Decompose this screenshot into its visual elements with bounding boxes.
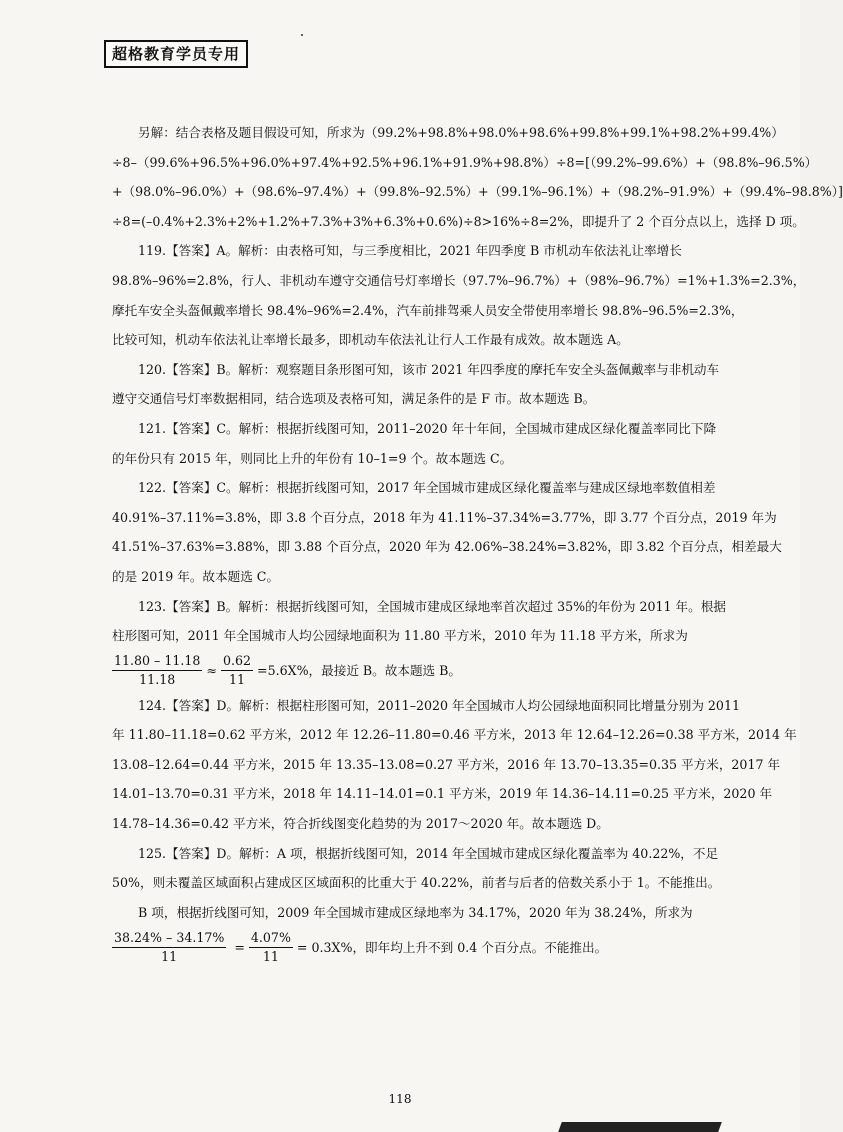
- fraction-equation: [112, 929, 736, 965]
- text-line: 123.【答案】B。解析：根据折线图可知，全国城市建成区绿地率首次超过 35%的年份为 2011 年。根据: [138, 598, 726, 614]
- fraction-bar: [249, 947, 293, 948]
- text-line: B 项，根据折线图可知，2009 年全国城市建成区绿地率为 34.17%，2020 年为 38.24%，所求为: [138, 904, 693, 920]
- alt-solution-paragraph: [112, 118, 843, 236]
- equals-sign: =: [234, 939, 245, 955]
- header-stamp: 超格教育学员专用: [104, 40, 248, 68]
- equation-tail: = 0.3X%，即年均上升不到 0.4 个百分点。不能推出。: [296, 939, 608, 955]
- answer-121: [112, 414, 736, 473]
- scan-edge-mark: [558, 1122, 722, 1132]
- text-line: 比较可知，机动车依法礼让率增长最多，即机动车依法礼让行人工作最有成效。故本题选 A。: [112, 332, 629, 348]
- text-line: 13.08–12.64=0.44 平方米，2015 年 13.35–13.08=0.27 平方米，2016 年 13.70–13.35=0.35 平方米，2017 年: [112, 756, 781, 772]
- fraction: [112, 930, 226, 965]
- text-line: 年 11.80–11.18=0.62 平方米，2012 年 12.26–11.80=0.46 平方米，2013 年 12.64–12.26=0.38 平方米，2014 年: [112, 727, 797, 743]
- fraction-bar: [221, 670, 253, 671]
- answer-123: [112, 592, 736, 689]
- answer-119: [112, 236, 806, 354]
- page-number: 118: [388, 1092, 412, 1106]
- fraction-equation: [112, 653, 736, 689]
- text-line: 摩托车安全头盔佩戴率增长 98.4%–96%=2.4%，汽车前排驾乘人员安全带使用率增长 98.8%–96.5%=2.3%，: [112, 302, 744, 318]
- answer-content: [112, 118, 843, 967]
- text-line: 的是 2019 年。故本题选 C。: [112, 568, 280, 584]
- text-line: 柱形图可知，2011 年全国城市人均公园绿地面积为 11.80 平方米，2010 年为 11.18 平方米，所求为: [112, 628, 688, 644]
- fraction-denominator: 11: [228, 672, 246, 688]
- text-line: 119.【答案】A。解析：由表格可知，与三季度相比，2021 年四季度 B 市机动车依法礼让率增长: [138, 243, 682, 259]
- fraction: [112, 653, 202, 688]
- text-line: 14.01–13.70=0.31 平方米，2018 年 14.11–14.01=0.1 平方米，2019 年 14.36–14.11=0.25 平方米，2020 年: [112, 786, 773, 802]
- text-line: 125.【答案】D。解析：A 项，根据折线图可知，2014 年全国城市建成区绿化覆盖率为 40.22%，不足: [138, 845, 719, 861]
- text-line: ÷8=(–0.4%+2.3%+2%+1.2%+7.3%+3%+6.3%+0.6%)÷8>16%÷8=2%，即提升了 2 个百分点以上，选择 D 项。: [112, 213, 805, 229]
- text-line: 124.【答案】D。解析：根据柱形图可知，2011–2020 年全国城市人均公园绿地面积同比增量分别为 2011: [138, 697, 740, 713]
- fraction-denominator: 11: [161, 948, 178, 964]
- equation-tail: =5.6X%，最接近 B。故本题选 B。: [257, 662, 461, 678]
- text-line: 14.78–14.36=0.42 平方米，符合折线图变化趋势的为 2017～2020 年。故本题选 D。: [112, 816, 609, 832]
- fraction-denominator: 11.18: [139, 672, 176, 688]
- fraction-numerator: 11.80 – 11.18: [114, 653, 201, 669]
- answer-124: [112, 691, 797, 839]
- fraction-numerator: 0.62: [222, 653, 252, 669]
- text-line: 122.【答案】C。解析：根据折线图可知，2017 年全国城市建成区绿化覆盖率与建成区绿地率数值相差: [138, 480, 716, 496]
- text-line: 遵守交通信号灯率数据相同，结合选项及表格可知，满足条件的是 F 市。故本题选 B。: [112, 391, 596, 407]
- text-line: 40.91%–37.11%=3.8%，即 3.8 个百分点，2018 年为 41.11%–37.34%=3.77%，即 3.77 个百分点，2019 年为: [112, 509, 777, 525]
- text-line: 41.51%–37.63%=3.88%，即 3.88 个百分点，2020 年为 42.06%–38.24%=3.82%，即 3.82 个百分点，相差最大: [112, 539, 782, 555]
- fraction-numerator: 4.07%: [250, 929, 291, 945]
- text-line: +（98.0%–96.0%）+（98.6%–97.4%）+（99.8%–92.5%）+（99.1%–96.1%）+（98.2%–91.9%）+（99.4%–98.8%）]: [112, 184, 843, 200]
- fraction-denominator: 11: [262, 948, 279, 964]
- fraction-bar: [112, 947, 226, 948]
- fraction-numerator: 38.24% – 34.17%: [114, 929, 225, 945]
- answer-120: [112, 355, 736, 414]
- text-line: 50%，则未覆盖区域面积占建成区区域面积的比重大于 40.22%，前者与后者的倍数关系小于 1。不能推出。: [112, 875, 721, 891]
- fraction: [249, 930, 293, 965]
- answer-122: [112, 473, 782, 591]
- fraction-bar: [112, 670, 202, 671]
- approx-sign: ≈: [206, 662, 217, 678]
- scan-speck: [301, 34, 303, 36]
- answer-125: [112, 839, 736, 966]
- text-line: ÷8–（99.6%+96.5%+96.0%+97.4%+92.5%+96.1%+91.9%+98.8%）÷8=[（99.2%–99.6%）+（98.8%–96.5%）: [112, 154, 818, 170]
- text-line: 98.8%–96%=2.8%，行人、非机动车遵守交通信号灯率增长（97.7%–96.7%）+（98%–96.7%）=1%+1.3%=2.3%，: [112, 272, 806, 288]
- text-line: 120.【答案】B。解析：观察题目条形图可知，该市 2021 年四季度的摩托车安全头盔佩戴率与非机动车: [138, 361, 720, 377]
- text-line: 121.【答案】C。解析：根据折线图可知，2011–2020 年十年间，全国城市建成区绿化覆盖率同比下降: [138, 420, 717, 436]
- fraction: [221, 653, 253, 688]
- text-line: 另解：结合表格及题目假设可知，所求为（99.2%+98.8%+98.0%+98.6%+99.8%+99.1%+98.2%+99.4%）: [138, 125, 784, 140]
- text-line: 的年份只有 2015 年，则同比上升的年份有 10–1=9 个。故本题选 C。: [112, 450, 513, 466]
